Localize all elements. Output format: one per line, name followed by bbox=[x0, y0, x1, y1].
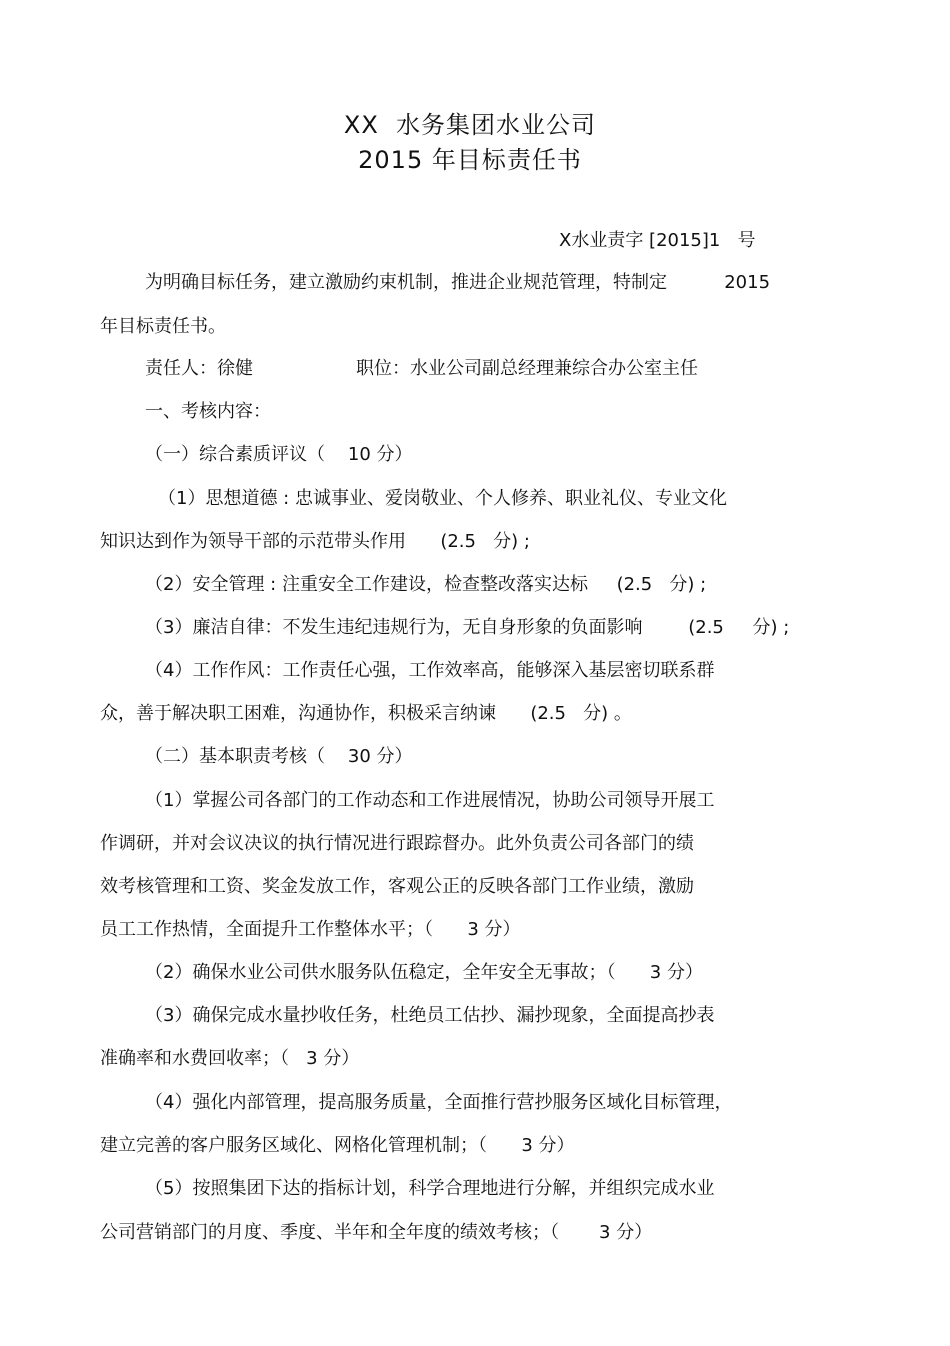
item-1-4-line-2: 众，善于解决职工困难，沟通协作，积极采言纳谏 (2.5 分) 。 bbox=[100, 703, 632, 724]
item-1-4-line-1: （4）工作作风：工作责任心强，工作效率高，能够深入基层密切联系群 bbox=[145, 660, 715, 681]
item-2-2: （2）确保水业公司供水服务队伍稳定，全年安全无事故；（ 3 分） bbox=[145, 962, 703, 983]
section-heading-1: 一、考核内容： bbox=[145, 401, 271, 422]
subsection-heading-2: （二）基本职责考核（ 30 分） bbox=[145, 746, 413, 767]
document-number: X水业责字 [2015]1 号 bbox=[559, 230, 756, 251]
item-2-4-line-1: （4）强化内部管理，提高服务质量，全面推行营抄服务区域化目标管理， bbox=[145, 1092, 733, 1113]
responsible-person-line: 责任人：徐健 职位：水业公司副总经理兼综合办公室主任 bbox=[145, 358, 698, 379]
intro-line-1: 为明确目标任务，建立激励约束机制，推进企业规范管理，特制定 2015 bbox=[145, 272, 771, 293]
item-2-1-line-1: （1）掌握公司各部门的工作动态和工作进展情况，协助公司领导开展工 bbox=[145, 790, 715, 811]
item-2-3-line-1: （3）确保完成水量抄收任务，杜绝员工估抄、漏抄现象，全面提高抄表 bbox=[145, 1005, 715, 1026]
item-2-5-line-2: 公司营销部门的月度、季度、半年和全年度的绩效考核；（ 3 分） bbox=[100, 1222, 653, 1243]
document-title-line2: 2015 年目标责任书 bbox=[358, 146, 582, 174]
item-1-1-line-1: （1）思想道德 : 忠诚事业、爱岗敬业、个人修养、职业礼仪、专业文化 bbox=[158, 488, 727, 509]
subsection-heading-1: （一）综合素质评议（ 10 分） bbox=[145, 444, 413, 465]
document-title-line1: XX 水务集团水业公司 bbox=[343, 111, 597, 139]
item-2-5-line-1: （5）按照集团下达的指标计划，科学合理地进行分解，并组织完成水业 bbox=[145, 1178, 715, 1199]
intro-line-2: 年目标责任书。 bbox=[100, 316, 226, 337]
item-1-1-line-2: 知识达到作为领导干部的示范带头作用 (2.5 分) ; bbox=[100, 531, 530, 552]
item-1-3: （3）廉洁自律：不发生违纪违规行为，无自身形象的负面影响 (2.5 分) ; bbox=[145, 617, 790, 638]
item-2-3-line-2: 准确率和水费回收率；（ 3 分） bbox=[100, 1048, 360, 1069]
item-2-1-line-3: 效考核管理和工资、奖金发放工作，客观公正的反映各部门工作业绩，激励 bbox=[100, 876, 694, 897]
item-2-4-line-2: 建立完善的客户服务区域化、网格化管理机制；（ 3 分） bbox=[100, 1135, 575, 1156]
item-1-2: （2）安全管理 : 注重安全工作建设，检查整改落实达标 (2.5 分) ; bbox=[145, 574, 707, 595]
item-2-1-line-4: 员工工作热情，全面提升工作整体水平；（ 3 分） bbox=[100, 919, 521, 940]
item-2-1-line-2: 作调研，并对会议决议的执行情况进行跟踪督办。此外负责公司各部门的绩 bbox=[100, 833, 694, 854]
